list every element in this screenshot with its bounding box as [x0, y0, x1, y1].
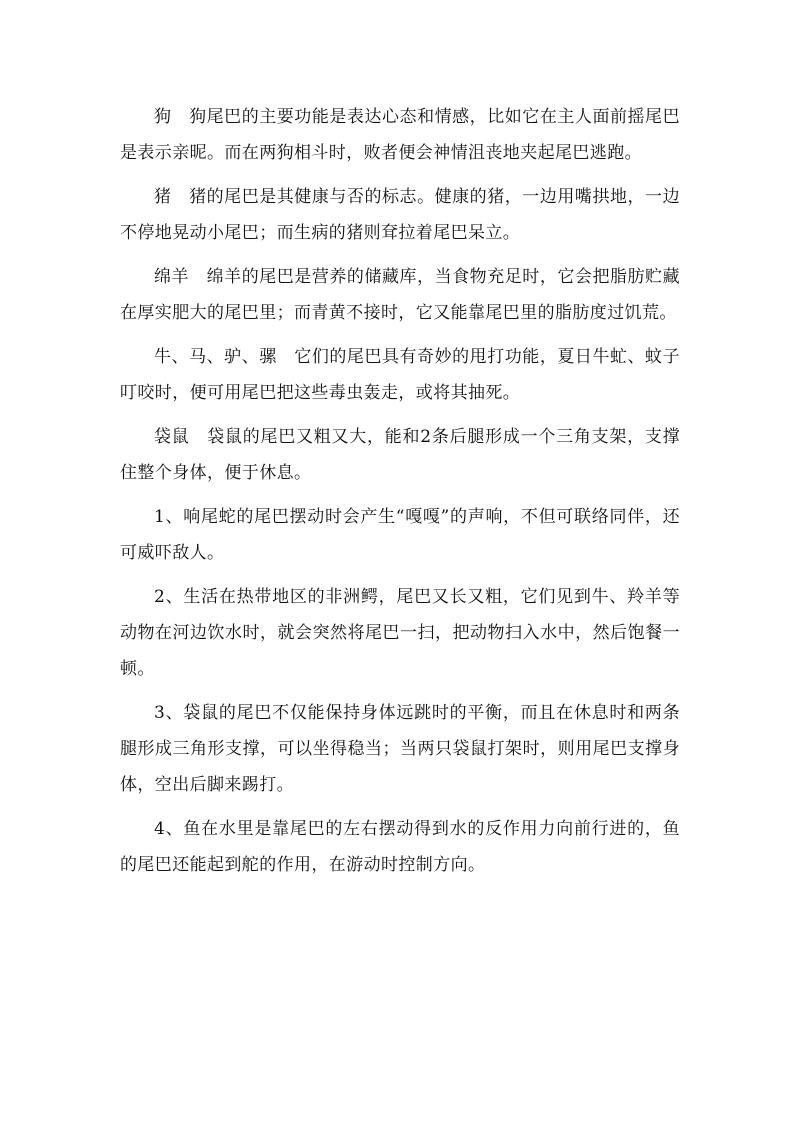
paragraph-dog: 狗 狗尾巴的主要功能是表达心态和情感，比如它在主人面前摇尾巴是表示亲昵。而在两狗相斗时，败者便会神情沮丧地夹起尾巴逃跑。	[120, 107, 680, 163]
paragraph-item-3: 3、袋鼠的尾巴不仅能保持身体远跳时的平衡，而且在休息时和两条腿形成三角形支撑，可以坐得稳当；当两只袋鼠打架时，则用尾巴支撑身体，空出后脚来踢打。	[120, 703, 680, 795]
document-body	[120, 99, 680, 891]
paragraph-item-1: 1、响尾蛇的尾巴摆动时会产生“嘎嘎”的声响，不但可联络同伴，还可威吓敌人。	[120, 507, 680, 563]
paragraph-item-4: 4、鱼在水里是靠尾巴的左右摆动得到水的反作用力向前行进的，鱼的尾巴还能起到舵的作用，在游动时控制方向。	[120, 819, 680, 875]
paragraph-sheep: 绵羊 绵羊的尾巴是营养的储藏库，当食物充足时，它会把脂肪贮藏在厚实肥大的尾巴里；而青黄不接时，它又能靠尾巴里的脂肪度过饥荒。	[120, 267, 680, 323]
paragraph-kangaroo: 袋鼠 袋鼠的尾巴又粗又大，能和2条后腿形成一个三角支架，支撑住整个身体，便于休息。	[120, 427, 680, 483]
paragraph-livestock: 牛、马、驴、骡 它们的尾巴具有奇妙的甩打功能，夏日牛虻、蚊子叮咬时，便可用尾巴把这些毒虫轰走，或将其抽死。	[120, 347, 680, 403]
paragraph-pig: 猪 猪的尾巴是其健康与否的标志。健康的猪，一边用嘴拱地，一边不停地晃动小尾巴；而生病的猪则耷拉着尾巴呆立。	[120, 187, 680, 243]
paragraph-item-2: 2、生活在热带地区的非洲鳄，尾巴又长又粗，它们见到牛、羚羊等动物在河边饮水时，就会突然将尾巴一扫，把动物扫入水中，然后饱餐一顿。	[120, 587, 680, 679]
